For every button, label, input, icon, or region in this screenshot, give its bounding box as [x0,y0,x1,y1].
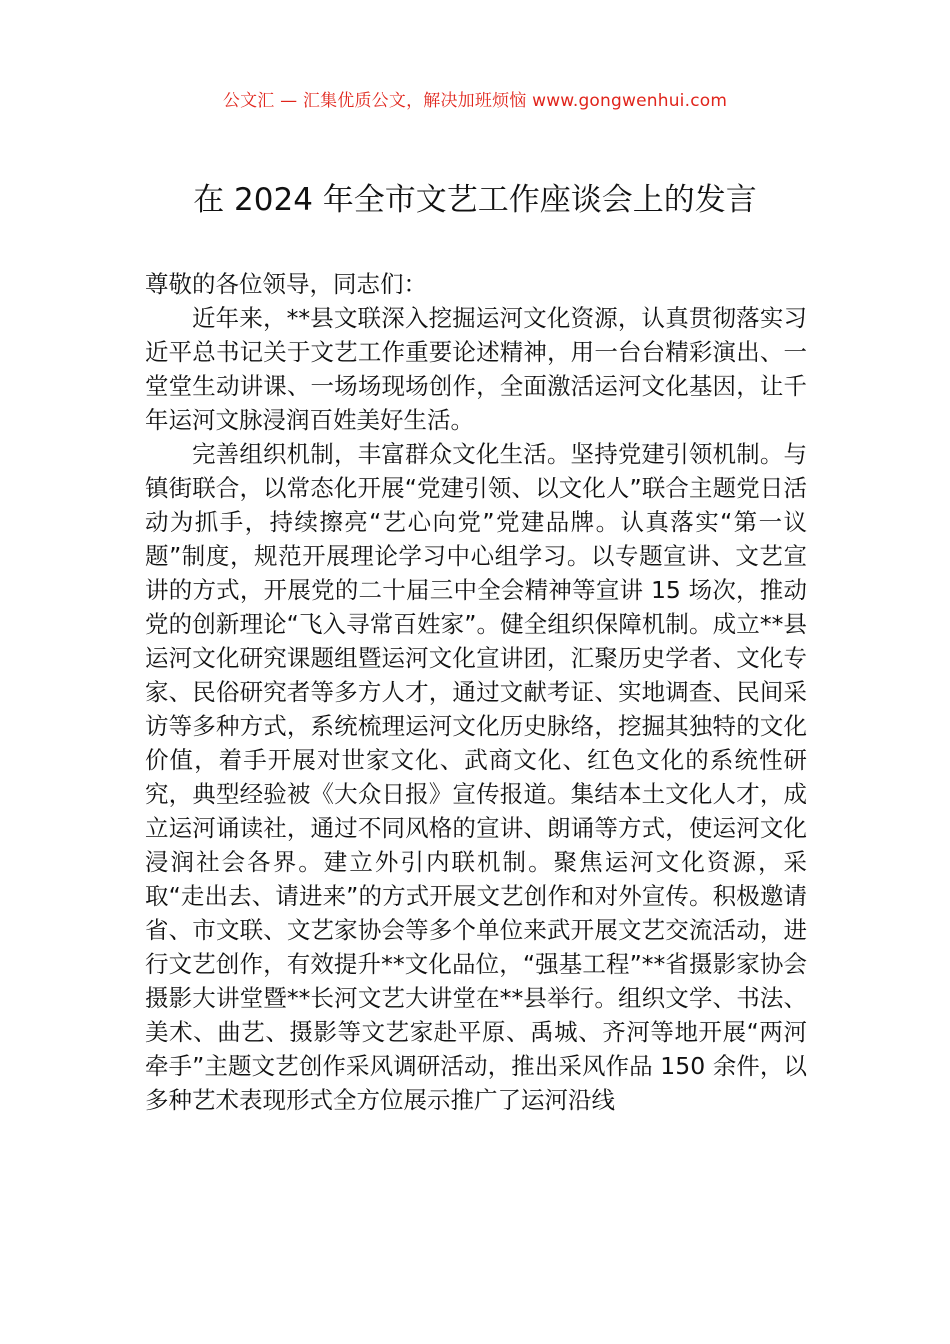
paragraph-mechanism: 完善组织机制，丰富群众文化生活。坚持党建引领机制。与镇街联合，以常态化开展“党建引领、以文化人”联合主题党日活动为抓手，持续擦亮“艺心向党”党建品牌。认真落实“第一议题”制度，规范开展理论学习中心组学习。以专题宣讲、文艺宣讲的方式，开展党的二十届三中全会精神等宣讲 15 场次，推动党的创新理论“飞入寻常百姓家”。健全组织保障机制。成立**县运河文化研究课题组暨运河文化宣讲团，汇聚历史学者、文化专家、民俗研究者等多方人才，通过文献考证、实地调查、民间采访等多种方式，系统梳理运河文化历史脉络，挖掘其独特的文化价值，着手开展对世家文化、武商文化、红色文化的系统性研究，典型经验被《大众日报》宣传报道。集结本土文化人才，成立运河诵读社，通过不同风格的宣讲、朗诵等方式，使运河文化浸润社会各界。建立外引内联机制。聚焦运河文化资源，采取“走出去、请进来”的方式开展文艺创作和对外宣传。积极邀请省、市文联、文艺家协会等多个单位来武开展文艺交流活动，进行文艺创作，有效提升**文化品位，“强基工程”**省摄影家协会摄影大讲堂暨**长河文艺大讲堂在**县举行。组织文学、书法、美术、曲艺、摄影等文艺家赴平原、禹城、齐河等地开展“两河牵手”主题文艺创作采风调研活动，推出采风作品 150 余件，以多种艺术表现形式全方位展示推广了运河沿线 [145,440,807,1114]
header-banner: 公文汇 — 汇集优质公文，解决加班烦恼 www.gongwenhui.com [222,91,728,111]
document-body [145,267,807,1117]
salutation: 尊敬的各位领导，同志们： [145,270,427,298]
document-title: 在 2024 年全市文艺工作座谈会上的发言 [193,182,757,218]
paragraph-intro: 近年来，**县文联深入挖掘运河文化资源，认真贯彻落实习近平总书记关于文艺工作重要论述精神，用一台台精彩演出、一堂堂生动讲课、一场场现场创作，全面激活运河文化基因，让千年运河文脉浸润百姓美好生活。 [145,304,807,434]
